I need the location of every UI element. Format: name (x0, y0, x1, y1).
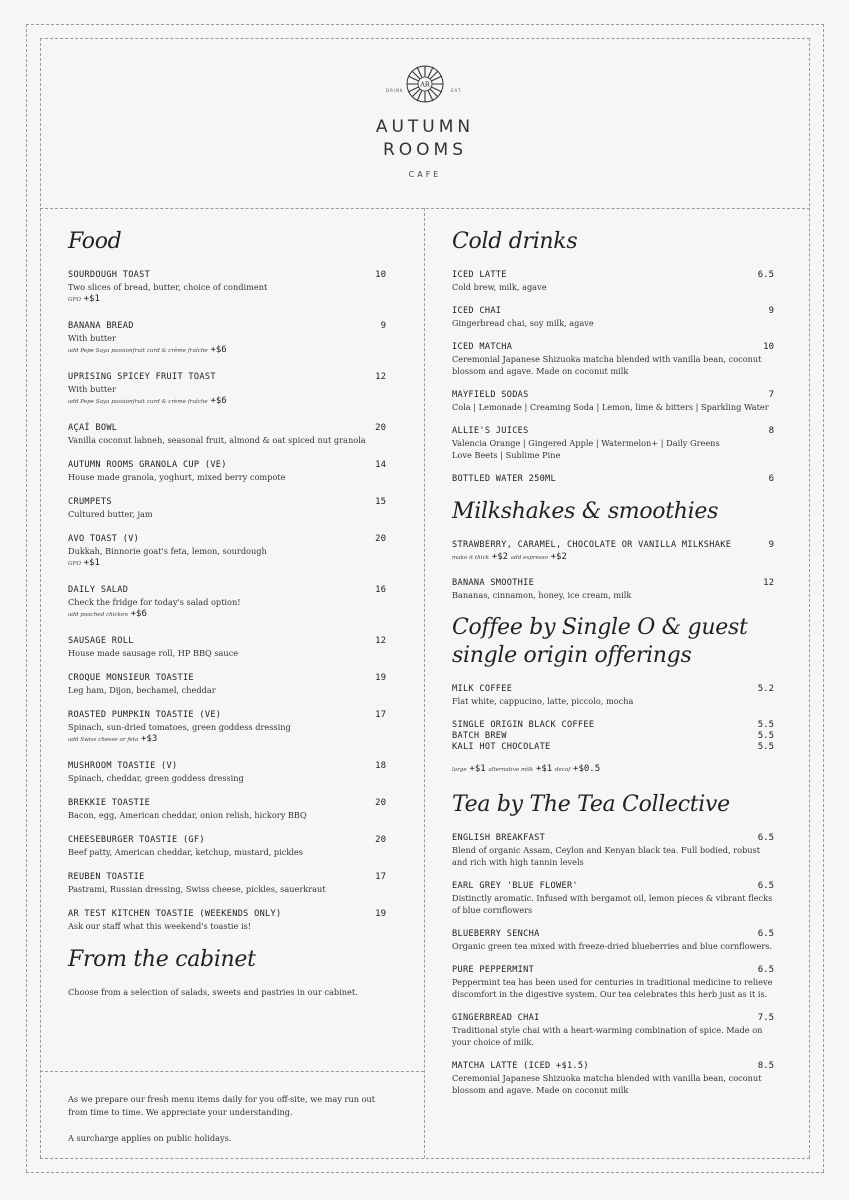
item-name: CRUMPETS (68, 497, 112, 507)
tea-title: Tea by The Tea Collective (452, 792, 730, 817)
item-price: 6.5 (757, 881, 774, 891)
menu-item (68, 636, 386, 659)
item-description: Cola | Lemonade | Creaming Soda | Lemon, lime & bitters | Sparkling Water (452, 402, 769, 412)
menu-item (452, 390, 774, 413)
item-description: Cold brew, milk, agave (452, 282, 547, 292)
addon-label: GFO (68, 561, 81, 567)
extra-label: alternative milk (488, 767, 534, 773)
tea-list (452, 833, 774, 1096)
item-name: UPRISING SPICEY FRUIT TOAST (68, 372, 216, 382)
coffee-title (452, 614, 774, 670)
frame-line (26, 24, 27, 1172)
emblem-text: AR (420, 80, 430, 89)
addon-label: add espresso (510, 555, 548, 561)
item-description: Blend of organic Assam, Ceylon and Kenyan black tea. Full bodied, robust and rich with high tannin levels (452, 845, 761, 867)
right-column (452, 228, 774, 1109)
footer-notes (68, 1093, 388, 1145)
frame-line (809, 38, 810, 1158)
item-description: Peppermint tea has been used for centuries in traditional medicine to relieve discomfort in the digestive system. Our tea celebrates this herb just as it is. (452, 977, 773, 999)
item-price: 5.5 (757, 720, 774, 730)
item-price: 15 (375, 497, 386, 507)
item-name: GINGERBREAD CHAI (452, 1013, 540, 1023)
item-description: Traditional style chai with a heart-warming combination of spice. Made on your choice of milk. (452, 1025, 763, 1047)
item-description: With butter (68, 333, 116, 343)
addon-price: +$2 (491, 552, 509, 562)
food-title: Food (68, 229, 122, 254)
menu-item (68, 761, 386, 784)
item-description: Check the fridge for today's salad option! (68, 597, 241, 607)
item-name: ALLIE'S JUICES (452, 426, 529, 436)
item-name: BANANA BREAD (68, 321, 134, 331)
menu-item (452, 1061, 774, 1096)
item-name: STRAWBERRY, CARAMEL, CHOCOLATE OR VANILLA MILKSHAKE (452, 540, 732, 550)
cabinet-title: From the cabinet (68, 947, 256, 972)
item-price: 8.5 (757, 1061, 774, 1071)
extra-label: large (452, 767, 467, 773)
item-name: ROASTED PUMPKIN TOASTIE (VE) (68, 710, 222, 720)
item-name: MUSHROOM TOASTIE (V) (68, 761, 178, 771)
brand-subtitle: CAFE (408, 170, 442, 179)
item-price: 14 (375, 460, 386, 470)
menu-item (452, 684, 774, 707)
menu-item (452, 1013, 774, 1048)
item-name: AUTUMN ROOMS GRANOLA CUP (VE) (68, 460, 227, 470)
menu-item (68, 423, 386, 446)
item-description: Spinach, sun-dried tomatoes, green goddess dressing (68, 722, 291, 732)
item-description: Ceremonial Japanese Shizuoka matcha blended with vanilla bean, coconut blossom and agave. Made on coconut milk (452, 354, 762, 376)
cold-drinks-title: Cold drinks (452, 229, 578, 254)
item-name: DAILY SALAD (68, 585, 129, 595)
item-description: Dukkah, Binnorie goat's feta, lemon, sourdough (68, 546, 267, 556)
frame-line (40, 38, 41, 1158)
item-name: EARL GREY 'BLUE FLOWER' (452, 881, 578, 891)
item-price: 19 (375, 673, 386, 683)
item-description: Distinctly aromatic. Infused with bergamot oil, lemon pieces & vibrant flecks of blue cornflowers (452, 893, 773, 915)
item-price: 20 (375, 798, 386, 808)
menu-item (68, 835, 386, 858)
item-price: 10 (763, 342, 774, 352)
menu-item (452, 731, 774, 742)
item-name: BANANA SMOOTHIE (452, 578, 535, 588)
item-price: 20 (375, 423, 386, 433)
addon-label: add Swiss cheese or feta (68, 737, 139, 743)
menu-item (68, 321, 386, 358)
item-description: Beef patty, American cheddar, ketchup, mustard, pickles (68, 847, 303, 857)
item-description: Bacon, egg, American cheddar, onion relish, hickory BBQ (68, 810, 307, 820)
item-addon (68, 608, 386, 622)
item-price: 5.5 (757, 731, 774, 741)
extra-price: +$1 (535, 764, 553, 774)
coffee-title-line1: Coffee by Single O & guest (452, 615, 748, 640)
item-description: House made granola, yoghurt, mixed berry compote (68, 472, 286, 482)
item-description: Two slices of bread, butter, choice of condiment (68, 282, 268, 292)
menu-item (452, 306, 774, 329)
item-addon (68, 344, 386, 358)
coffee-extras (452, 763, 774, 777)
item-name: AR TEST KITCHEN TOASTIE (WEEKENDS ONLY) (68, 909, 282, 919)
item-name: SAUSAGE ROLL (68, 636, 134, 646)
item-description: House made sausage roll, HP BBQ sauce (68, 648, 239, 658)
addon-price: +$6 (210, 396, 227, 406)
item-description: Pastrami, Russian dressing, Swiss cheese, pickles, sauerkraut (68, 884, 326, 894)
addon-label: add poached chicken (68, 612, 128, 618)
brand-name-line2: ROOMS (382, 140, 468, 160)
addon-label: make it thick (452, 555, 490, 561)
item-name: MAYFIELD SODAS (452, 390, 529, 400)
addon-label: add Pepe Saya passionfruit curd & crème fraîche (68, 348, 208, 354)
menu-item (452, 540, 774, 565)
footer-note-surcharge: A surcharge applies on public holidays. (68, 1133, 232, 1143)
item-price: 16 (375, 585, 386, 595)
item-name: KALI HOT CHOCOLATE (452, 742, 551, 752)
item-addon (68, 395, 386, 409)
item-price: 6.5 (757, 929, 774, 939)
menu-item (68, 585, 386, 622)
item-name: BOTTLED WATER 250ML (452, 474, 557, 484)
left-column (68, 228, 386, 999)
item-price: 8 (768, 426, 774, 436)
cabinet-text: Choose from a selection of salads, sweets and pastries in our cabinet. (68, 987, 358, 997)
coffee-title-line2: single origin offerings (452, 643, 692, 668)
milkshakes-list (452, 540, 774, 601)
item-name: BATCH BREW (452, 731, 507, 741)
item-addon (452, 551, 774, 565)
addon-price: +$6 (210, 345, 227, 355)
item-name: PURE PEPPERMINT (452, 965, 535, 975)
item-price: 20 (375, 835, 386, 845)
drink-label: DRINK (386, 88, 404, 93)
food-list (68, 270, 386, 932)
item-price: 19 (375, 909, 386, 919)
item-price: 20 (375, 534, 386, 544)
menu-item (452, 720, 774, 731)
item-name: MATCHA LATTE (ICED +$1.5) (452, 1061, 589, 1071)
header-divider (40, 208, 810, 209)
item-description: Valencia Orange | Gingered Apple | Watermelon+ | Daily Greens (452, 438, 720, 448)
menu-item (452, 965, 774, 1000)
menu-item (452, 578, 774, 601)
item-name: MILK COFFEE (452, 684, 513, 694)
menu-item (452, 742, 774, 753)
item-addon (68, 293, 386, 307)
coffee-extras-line (452, 763, 774, 777)
menu-item (452, 833, 774, 868)
menu-item (452, 426, 774, 461)
item-name: BLUEBERRY SENCHA (452, 929, 540, 939)
column-divider (424, 208, 425, 1158)
item-price: 6.5 (757, 270, 774, 280)
item-description: Organic green tea mixed with freeze-dried blueberries and blue cornflowers. (452, 941, 773, 951)
menu-item (452, 270, 774, 293)
item-name: BREKKIE TOASTIE (68, 798, 151, 808)
item-price: 10 (375, 270, 386, 280)
addon-price: +$1 (83, 294, 100, 304)
addon-price: +$3 (141, 734, 158, 744)
addon-label: add Pepe Saya passionfruit curd & crème fraîche (68, 399, 208, 405)
item-price: 7 (768, 390, 774, 400)
item-name: CROQUE MONSIEUR TOASTIE (68, 673, 194, 683)
item-name: ENGLISH BREAKFAST (452, 833, 546, 843)
item-price: 12 (375, 636, 386, 646)
item-name: CHEESEBURGER TOASTIE (GF) (68, 835, 205, 845)
item-description: With butter (68, 384, 116, 394)
extra-label: decaf (554, 767, 571, 773)
brand-name-line1: AUTUMN (375, 117, 475, 137)
item-price: 6.5 (757, 965, 774, 975)
milkshakes-title: Milkshakes & smoothies (452, 499, 719, 524)
item-name: ICED MATCHA (452, 342, 513, 352)
extra-price: +$1 (469, 764, 486, 774)
menu-item (68, 673, 386, 696)
addon-price: +$1 (83, 558, 100, 568)
item-description: Leg ham, Dijon, bechamel, cheddar (68, 685, 216, 695)
item-price: 9 (768, 540, 774, 550)
footer-note-stock: As we prepare our fresh menu items daily for you off-site, we may run out from time to time. We appreciate your understanding. (68, 1094, 376, 1117)
logo (370, 64, 480, 104)
item-description: Love Beets | Sublime Pine (452, 450, 561, 460)
item-name: ICED CHAI (452, 306, 502, 316)
item-price: 7.5 (757, 1013, 774, 1023)
item-price: 12 (375, 372, 386, 382)
item-price: 5.5 (757, 742, 774, 752)
item-description: Bananas, cinnamon, honey, ice cream, milk (452, 590, 632, 600)
item-price: 6 (768, 474, 774, 484)
item-description: Cultured butter, jam (68, 509, 153, 519)
item-addon (68, 557, 386, 571)
frame-line (40, 38, 810, 39)
addon-price: +$2 (550, 552, 567, 562)
item-addon (68, 733, 386, 747)
eat-label: EAT (451, 88, 462, 93)
addon-label: GFO (68, 297, 81, 303)
menu-item (452, 342, 774, 377)
menu-item (452, 474, 774, 485)
cold-drinks-list (452, 270, 774, 485)
menu-item (68, 534, 386, 571)
item-description: Spinach, cheddar, green goddess dressing (68, 773, 244, 783)
menu-item (68, 798, 386, 821)
frame-line (26, 1172, 824, 1173)
item-name: SINGLE ORIGIN BLACK COFFEE (452, 720, 595, 730)
item-description: Flat white, cappucino, latte, piccolo, mocha (452, 696, 634, 706)
menu-item (452, 929, 774, 952)
menu-item (68, 909, 386, 932)
item-name: REUBEN TOASTIE (68, 872, 145, 882)
item-description: Ask our staff what this weekend's toastie is! (68, 921, 252, 931)
frame-line (823, 24, 824, 1172)
addon-price: +$6 (130, 609, 147, 619)
menu-item (68, 497, 386, 520)
item-description: Ceremonial Japanese Shizuoka matcha blended with vanilla bean, coconut blossom and agave. Made on coconut milk (452, 1073, 762, 1095)
coffee-list (452, 684, 774, 753)
item-price: 9 (380, 321, 386, 331)
menu-item (68, 872, 386, 895)
frame-line (26, 24, 824, 25)
item-price: 18 (375, 761, 386, 771)
item-price: 5.2 (757, 684, 774, 694)
sunburst-emblem-icon (405, 64, 445, 104)
frame-line (40, 1158, 810, 1159)
footer-divider (40, 1071, 424, 1072)
extra-price: +$0.5 (573, 764, 601, 774)
item-price: 17 (375, 710, 386, 720)
item-name: SOURDOUGH TOAST (68, 270, 151, 280)
menu-item (68, 710, 386, 747)
item-description: Vanilla coconut labneh, seasonal fruit, almond & oat spiced nut granola (68, 435, 366, 445)
menu-item (68, 460, 386, 483)
item-name: ICED LATTE (452, 270, 507, 280)
item-name: AÇAÍ BOWL (68, 423, 118, 433)
item-description: Gingerbread chai, soy milk, agave (452, 318, 594, 328)
item-price: 6.5 (757, 833, 774, 843)
menu-item (68, 372, 386, 409)
item-price: 9 (768, 306, 774, 316)
menu-item (452, 881, 774, 916)
menu-item (68, 270, 386, 307)
item-name: AVO TOAST (V) (68, 534, 140, 544)
item-price: 17 (375, 872, 386, 882)
item-price: 12 (763, 578, 774, 588)
